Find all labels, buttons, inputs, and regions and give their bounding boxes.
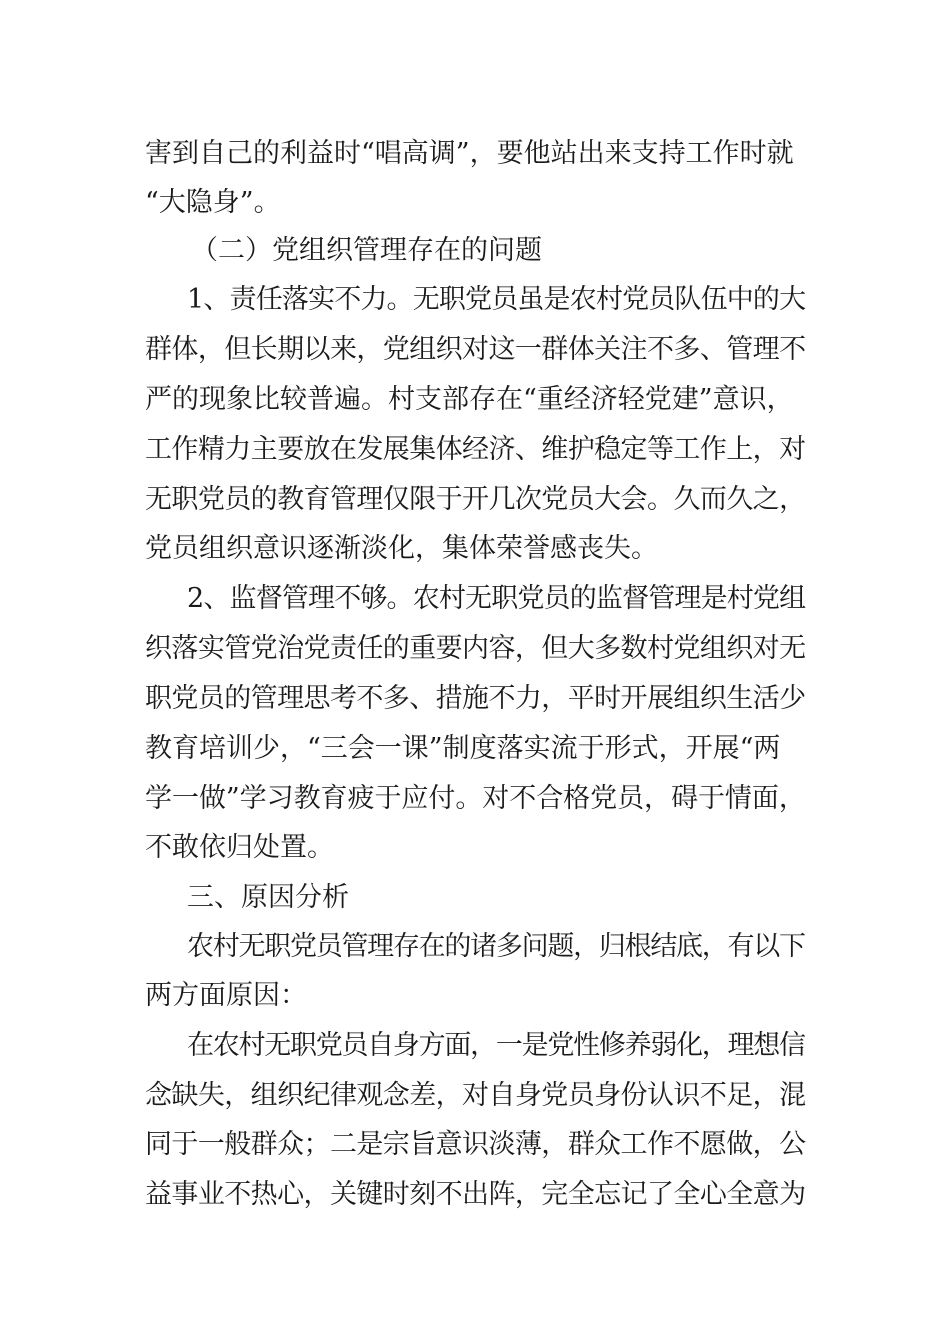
text-line: “大隐身”。: [145, 187, 281, 218]
text-line: 严的现象比较普遍。村支部存在“重经济轻党建”意识，: [145, 384, 794, 415]
paragraph-start: 2、监督管理不够。农村无职党员的监督管理是村党组: [187, 583, 806, 614]
text-line: 害到自己的利益时“唱高调”，要他站出来支持工作时就: [145, 138, 794, 169]
text-line: 工作精力主要放在发展集体经济、维护稳定等工作上，对: [145, 434, 806, 465]
paragraph-start: 1、责任落实不力。无职党员虽是农村党员队伍中的大: [187, 284, 806, 315]
text-line: 织落实管党治党责任的重要内容，但大多数村党组织对无: [145, 633, 806, 664]
text-line: 党员组织意识逐渐淡化，集体荣誉感丧失。: [145, 533, 658, 564]
text-line: 教育培训少，“三会一课”制度落实流于形式，开展“两: [145, 733, 781, 764]
text-line: 群体，但长期以来，党组织对这一群体关注不多、管理不: [145, 334, 806, 365]
text-line: 无职党员的教育管理仅限于开几次党员大会。久而久之，: [145, 484, 806, 515]
section-heading: 三、原因分析: [187, 882, 349, 913]
text-line: 益事业不热心，关键时刻不出阵，完全忘记了全心全意为: [145, 1179, 806, 1210]
text-line: 两方面原因：: [145, 980, 307, 1011]
text-line: 不敢依归处置。: [145, 832, 334, 863]
paragraph-start: 在农村无职党员自身方面，一是党性修养弱化，理想信: [187, 1030, 805, 1061]
section-heading: （二）党组织管理存在的问题: [191, 235, 542, 266]
paragraph-start: 农村无职党员管理存在的诸多问题，归根结底，有以下: [187, 931, 805, 962]
text-line: 职党员的管理思考不多、措施不力，平时开展组织生活少: [145, 683, 806, 714]
text-line: 同于一般群众；二是宗旨意识淡薄，群众工作不愿做，公: [145, 1129, 806, 1160]
text-line: 念缺失，组织纪律观念差，对自身党员身份认识不足，混: [145, 1080, 806, 1111]
text-line: 学一做”学习教育疲于应付。对不合格党员，碍于情面，: [145, 783, 806, 814]
